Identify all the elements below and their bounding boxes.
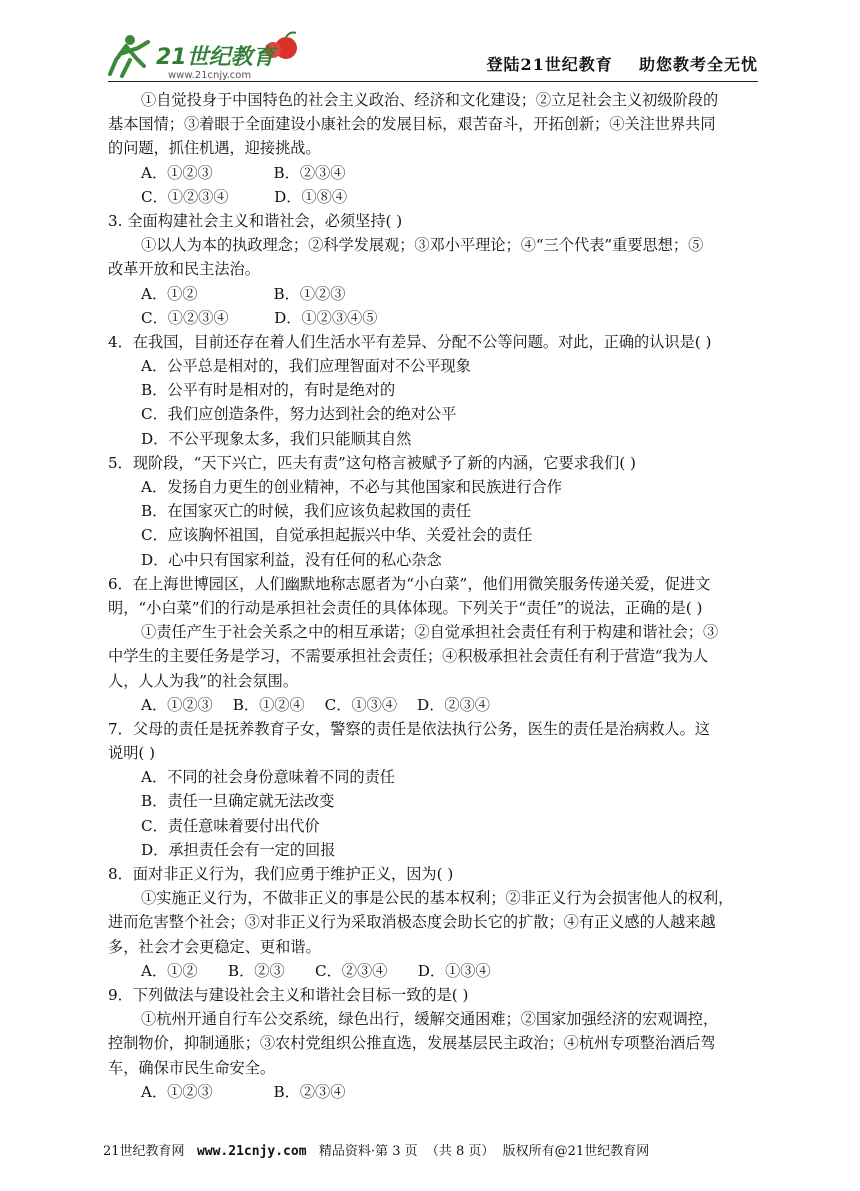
text-line: 的问题，抓住机遇，迎接挑战。 — [108, 139, 321, 158]
text-line: B．责任一旦确定就无法改变 — [141, 792, 335, 811]
text-line: A．①②③ B．①②④ C．①③④ D．②③④ — [141, 695, 490, 714]
text-line: 4．在我国，目前还存在着人们生活水平有差异、分配不公等问题。对此，正确的认识是( ) — [108, 332, 712, 351]
text-line: A．①②③ B．②③④ — [141, 1082, 346, 1101]
text-line: 7．父母的责任是抚养教育子女，警察的责任是依法执行公务，医生的责任是治病救人。这 — [108, 719, 710, 738]
text-line: 车，确保市民生命安全。 — [108, 1058, 276, 1077]
text-line: 6．在上海世博园区，人们幽默地称志愿者为“小白菜”，他们用微笑服务传递关爱，促进文 — [108, 574, 711, 593]
footer-site-link[interactable]: www.21cnjy.com — [196, 1144, 307, 1159]
text-line: A．不同的社会身份意味着不同的责任 — [141, 768, 395, 787]
page-footer — [103, 1140, 649, 1159]
text-line: ①实施正义行为，不做非正义的事是公民的基本权利；②非正义行为会损害他人的权利， — [141, 889, 734, 908]
text-line: 多，社会才会更稳定、更和谐。 — [108, 937, 321, 956]
text-line: ①自觉投身于中国特色的社会主义政治、经济和文化建设；②立足社会主义初级阶段的 — [141, 91, 719, 109]
text-line: 8．面对非正义行为，我们应勇于维护正义，因为( ) — [108, 865, 454, 883]
logo-url: www.21cnjy.com — [168, 70, 252, 81]
text-line: 进而危害整个社会；③对非正义行为采取消极态度会助长它的扩散；④有正义感的人越来越 — [108, 913, 716, 932]
text-line: B．公平有时是相对的，有时是绝对的 — [141, 381, 396, 400]
exam-content — [108, 88, 760, 1104]
text-line: C．①②③④ D．①②③④⑤ — [141, 308, 378, 327]
text-line: B．在国家灭亡的时候，我们应该负起救国的责任 — [141, 502, 472, 521]
header-slogan: 登陆21世纪教育 助您教考全无忧 — [486, 55, 758, 74]
text-line: 人，人人为我”的社会氛围。 — [108, 671, 299, 690]
footer-left: 21世纪教育网 — [103, 1144, 197, 1159]
text-line: A．公平总是相对的，我们应理智面对不公平现象 — [141, 357, 471, 376]
text-line: 明，“小白菜”们的行动是承担社会责任的具体体现。下列关于“责任”的说法，正确的是( ) — [108, 598, 703, 617]
text-line: C．我们应创造条件，努力达到社会的绝对公平 — [141, 405, 457, 424]
text-line: A．①② B．①②③ — [141, 284, 346, 303]
text-line: 中学生的主要任务是学习，不需要承担社会责任；④积极承担社会责任有利于营造“我为人 — [108, 647, 709, 666]
text-line: A．①②③ B．②③④ — [141, 163, 346, 182]
footer-right: 精品资料·第 3 页 （共 8 页） 版权所有@21世纪教育网 — [306, 1144, 650, 1159]
text-line: C．①②③④ D．①⑧④ — [141, 187, 348, 206]
text-line: 5．现阶段，“天下兴亡，匹夫有责”这句格言被赋予了新的内涵，它要求我们( ) — [108, 453, 636, 472]
text-line: D．心中只有国家利益，没有任何的私心杂念 — [141, 550, 442, 569]
text-line: ①责任产生于社会关系之中的相互承诺；②自觉承担社会责任有利于构建和谐社会；③ — [141, 623, 719, 642]
logo-text: 21世纪教育 — [156, 45, 275, 70]
header-divider — [108, 81, 758, 82]
site-logo — [108, 30, 308, 82]
text-line: C．责任意味着要付出代价 — [141, 816, 320, 835]
text-line: C．应该胸怀祖国，自觉承担起振兴中华、关爱社会的责任 — [141, 526, 533, 545]
text-line: A．发扬自力更生的创业精神，不必与其他国家和民族进行合作 — [141, 478, 563, 496]
text-line: 3. 全面构建社会主义和谐社会，必须坚持( ) — [108, 211, 403, 230]
text-line: 基本国情；③着眼于全面建设小康社会的发展目标，艰苦奋斗，开拓创新；④关注世界共同 — [108, 115, 716, 134]
text-line: ①以人为本的执政理念；②科学发展观；③邓小平理论；④“三个代表”重要思想；⑤ — [141, 236, 704, 255]
text-line: D．承担责任会有一定的回报 — [141, 840, 336, 859]
text-line: 说明( ) — [108, 744, 156, 763]
text-line: 9．下列做法与建设社会主义和谐社会目标一致的是( ) — [108, 985, 469, 1004]
page-header — [108, 30, 758, 82]
text-line: 控制物价，抑制通胀；③农村党组织公推直选，发展基层民主政治；④杭州专项整治酒后驾 — [108, 1034, 716, 1053]
text-line: D．不公平现象太多，我们只能顺其自然 — [141, 429, 412, 448]
text-line: 改革开放和民主法治。 — [108, 260, 260, 279]
text-line: A．①② B．②③ C．②③④ D．①③④ — [141, 961, 491, 980]
text-line: ①杭州开通自行车公交系统，绿色出行，缓解交通困难；②国家加强经济的宏观调控， — [141, 1010, 719, 1029]
